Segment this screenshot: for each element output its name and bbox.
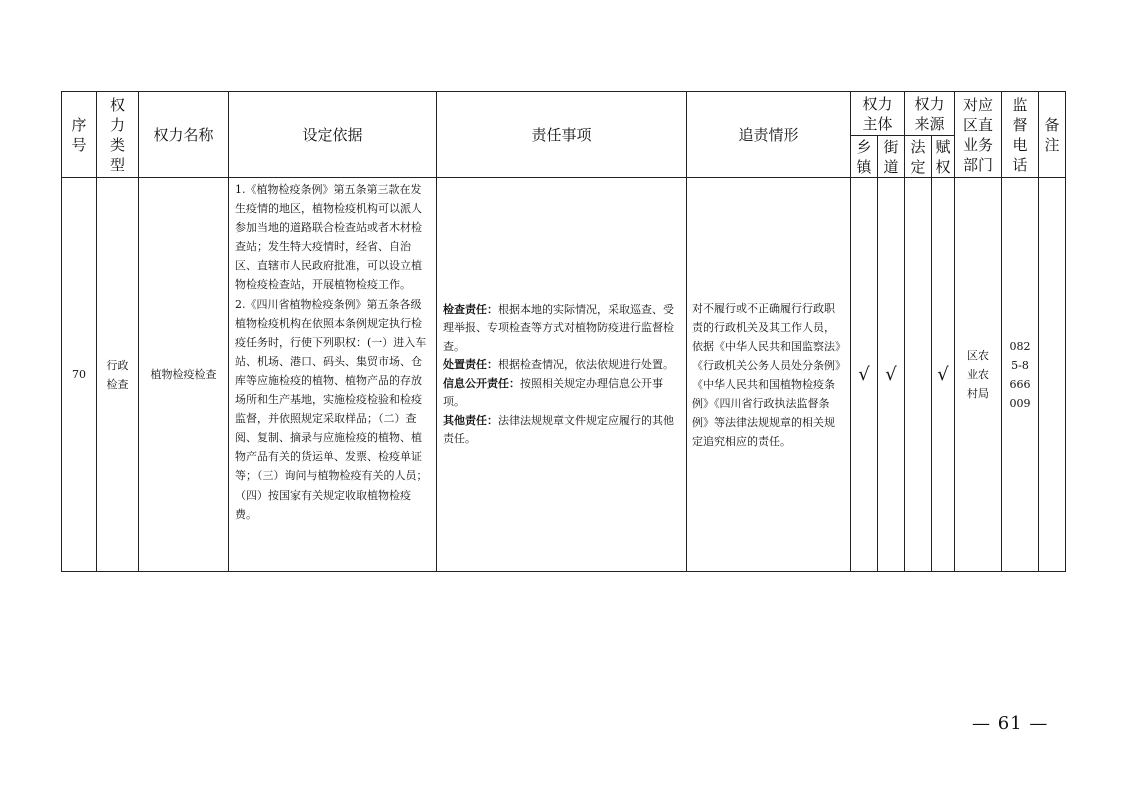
responsibility-list-table [61,91,1066,572]
header-source-statutory: 法定 [905,136,932,178]
row-dept: 区农业农村局 [955,178,1002,572]
check-street: √ [878,178,905,572]
row-basis [229,178,437,572]
header-source-granted: 赋权 [932,136,955,178]
check-statutory [905,178,932,572]
responsibility-item: 检查责任：根据本地的实际情况，采取巡查、受理举报、专项检查等方式对植物防疫进行监督检查。 [443,302,674,353]
row-phone: 082 5-8 666 009 [1002,178,1039,572]
row-accountability: 对不履行或不正确履行行政职责的行政机关及其工作人员，依据《中华人民共和国监察法》《行政机关公务人员处分条例》《中华人民共和国植物检疫条例》《四川省行政执法监督条例》等法律法规规章的相关规定追究相应的责任。 [687,178,851,572]
basis-item: 2.《四川省植物检疫条例》第五条各级植物检疫机构在依照本条例规定执行检疫任务时，行使下列职权：(一）进入车站、机场、港口、码头、集贸市场、仓库等应施检疫的植物、植物产品的存放场所和生产基地，实施检疫检验和检疫监督，并依照规定采取样品；（二）查阅、复制、摘录与应施检疫的植物、植物产品有关的货运单、发票、检疫单证等；（三）询问与植物检疫有关的人员；（四）按国家有关规定收取植物检疫费。 [235,297,428,521]
header-remark: 备注 [1039,92,1066,178]
header-seq: 序号 [62,92,97,178]
row-power-name: 植物检疫检查 [139,178,229,572]
header-power-type: 权力类型 [97,92,139,178]
page-number: — 61 — [972,713,1049,734]
responsibility-item: 信息公开责任：按照相关规定办理信息公开事项。 [443,376,663,408]
row-seq: 70 [62,178,97,572]
header-district-dept: 对应区直业务部门 [955,92,1002,178]
responsibility-item: 其他责任：法律法规规章文件规定应履行的其他责任。 [443,413,674,445]
check-granted: √ [932,178,955,572]
basis-item: 1.《植物检疫条例》第五条第三款在发生疫情的地区，植物检疫机构可以派人参加当地的道路联合检查站或者木材检查站；发生特大疫情时，经省、自治区、直辖市人民政府批准，可以设立植物检疫检查站，开展植物检疫工作。 [235,183,422,292]
check-township: √ [851,178,878,572]
header-basis: 设定依据 [229,92,437,178]
header-power-subject: 权力主体 [851,92,905,136]
header-power-source: 权力来源 [905,92,955,136]
header-subject-township: 乡镇 [851,136,878,178]
row-power-type: 行政检查 [97,178,139,572]
header-power-name: 权力名称 [139,92,229,178]
row-remark [1039,178,1066,572]
table-row [62,178,1066,572]
row-responsibility [437,178,687,572]
header-responsibility: 责任事项 [437,92,687,178]
responsibility-item: 处置责任：根据检查情况，依法依规进行处置。 [443,358,674,371]
header-subject-street: 街道 [878,136,905,178]
header-accountability: 追责情形 [687,92,851,178]
header-phone: 监督电话 [1002,92,1039,178]
